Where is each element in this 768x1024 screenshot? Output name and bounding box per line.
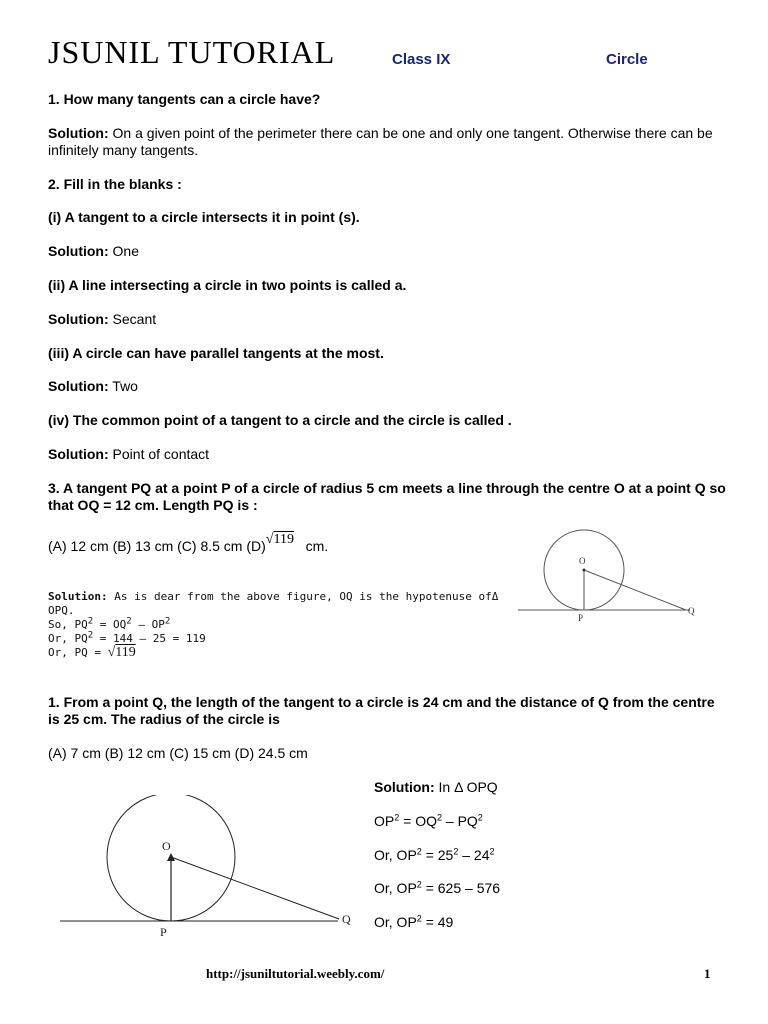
solution-3-line3 [48, 632, 498, 646]
solution-label: Solution: [48, 590, 108, 603]
question-2-title: 2. Fill in the blanks : [48, 176, 182, 192]
eq-part: = 49 [421, 914, 454, 930]
eq-part: – PQ [442, 813, 478, 829]
solution-label: Solution: [48, 378, 109, 394]
eq-part: Or, OP [374, 847, 417, 863]
solution-3-line2 [48, 618, 498, 632]
answer: Secant [112, 311, 157, 327]
page-number: 1 [704, 966, 711, 981]
line2-left: So, PQ [48, 618, 88, 631]
answer: Point of contact [112, 446, 210, 462]
solution-3-line4 [48, 646, 498, 660]
tangent-figure-large [56, 795, 366, 940]
line4-left: Or, PQ = [48, 646, 108, 659]
solution-1 [48, 125, 728, 158]
superscript: 2 [416, 913, 422, 924]
radicand: 119 [115, 645, 136, 660]
hypotenuse-line [584, 570, 686, 610]
solution-text: On a given point of the perimeter there can be one and only one tangent. Otherwise there can be infinitely many tangents. [48, 125, 713, 158]
line2-right: = OQ [99, 618, 127, 631]
superscript: 2 [489, 846, 495, 857]
solution-label: Solution: [48, 311, 109, 327]
eq-part: = OQ [399, 813, 437, 829]
radicand: 119 [273, 532, 294, 547]
topic-label: Circle [606, 51, 648, 68]
superscript: 2 [87, 616, 94, 627]
superscript: 2 [416, 879, 422, 890]
superscript: 2 [164, 616, 171, 627]
solution-3 [48, 590, 498, 660]
solution-4-eq3 [374, 880, 500, 896]
superscript: 2 [394, 812, 400, 823]
solution-3-line1 [48, 590, 498, 604]
solution-line1-text: As is dear from the above figure, OQ is the hypotenuse ofΔ [114, 590, 499, 603]
centre-point [583, 569, 586, 572]
line3-right: = 144 – 25 = 119 [99, 632, 206, 645]
question-2-i: (i) A tangent to a circle intersects it in point (s). [48, 209, 360, 225]
eq-part: – 24 [458, 847, 490, 863]
solution-3-line1b: OPQ. [48, 604, 75, 617]
superscript: 2 [126, 616, 132, 627]
question-1: 1. How many tangents can a circle have? [48, 91, 321, 107]
label-o: O [162, 839, 171, 853]
superscript: 2 [436, 812, 442, 823]
brand-title: JSUNIL TUTORIAL [48, 34, 336, 70]
tangent-figure-small [514, 528, 704, 628]
solution-label: Solution: [48, 243, 109, 259]
label-p: P [160, 925, 167, 939]
solution-4-intro [374, 779, 498, 795]
question-2-iii: (iii) A circle can have parallel tangents at the most. [48, 345, 384, 361]
label-q: Q [342, 912, 351, 926]
solution-label: Solution: [374, 779, 435, 795]
eq-part: = 25 [421, 847, 454, 863]
sqrt-expression: √119 [107, 645, 136, 660]
unit-text: cm. [305, 538, 329, 554]
question-2-ii: (ii) A line intersecting a circle in two points is called a. [48, 277, 407, 293]
label-p: P [578, 613, 584, 623]
question-4-options: (A) 7 cm (B) 12 cm (C) 15 cm (D) 24.5 cm [48, 745, 308, 761]
solution-intro-text: In Δ OPQ [438, 779, 498, 795]
solution-2-ii [48, 311, 728, 328]
line2-end: – OP [138, 618, 165, 631]
eq-part: = 625 – 576 [421, 880, 501, 896]
solution-4-eq2 [374, 847, 495, 863]
solution-4-eq1 [374, 813, 483, 829]
question-3-options [48, 532, 329, 556]
question-4: 1. From a point Q, the length of the tangent to a circle is 24 cm and the distance of Q from the centre is 25 cm. The radius of the circle is [48, 694, 715, 727]
eq-part: Or, OP [374, 914, 417, 930]
solution-2-iv [48, 446, 728, 463]
solution-4-eq4 [374, 914, 453, 930]
solution-label: Solution: [48, 446, 109, 462]
superscript: 2 [453, 846, 459, 857]
superscript: 2 [87, 630, 94, 641]
question-2-iv: (iv) The common point of a tangent to a circle and the circle is called . [48, 412, 512, 428]
label-o: O [579, 556, 586, 566]
solution-2-i [48, 243, 728, 260]
sqrt-expression: √119 [265, 532, 294, 547]
superscript: 2 [477, 812, 483, 823]
answer: Two [112, 378, 138, 394]
label-q: Q [688, 606, 695, 616]
solution-label: Solution: [48, 125, 109, 141]
eq-part: Or, OP [374, 880, 417, 896]
options-text: (A) 12 cm (B) 13 cm (C) 8.5 cm (D) [48, 538, 266, 554]
solution-2-iii [48, 378, 728, 395]
eq-part: OP [374, 813, 395, 829]
question-3: 3. A tangent PQ at a point P of a circle of radius 5 cm meets a line through the centre O at a point Q so that OQ = 12 cm. Length PQ is : [48, 480, 726, 513]
superscript: 2 [416, 846, 422, 857]
footer-url[interactable]: http://jsuniltutorial.weebly.com/ [206, 966, 385, 981]
hypotenuse-line [171, 857, 339, 919]
line3-left: Or, PQ [48, 632, 88, 645]
class-label: Class IX [392, 51, 451, 68]
answer: One [112, 243, 140, 259]
